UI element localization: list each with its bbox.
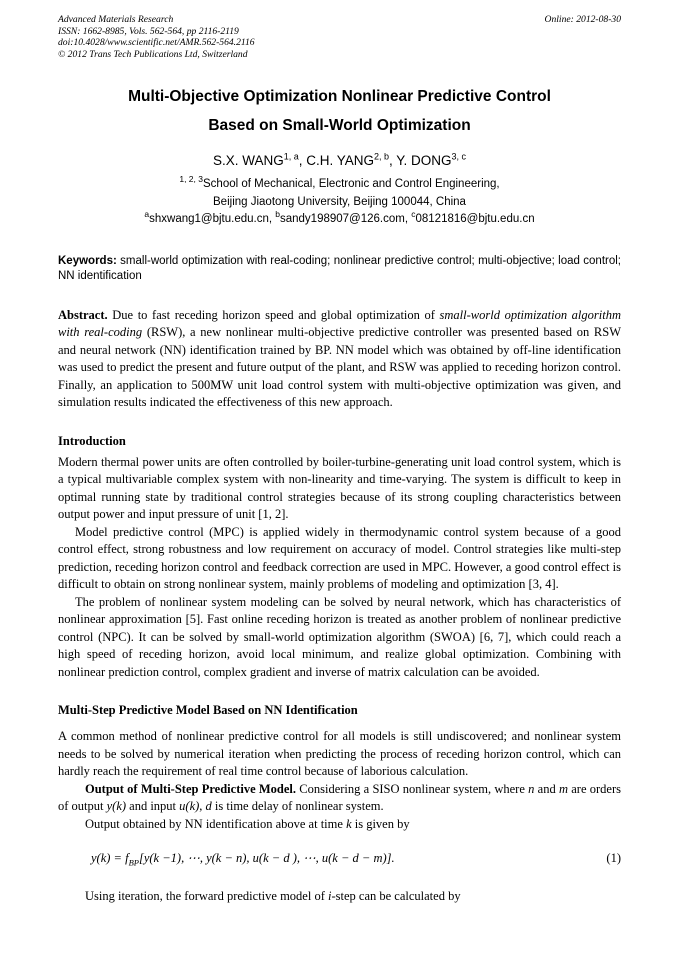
equation-1 [58,850,621,872]
multistep-paragraph-1: A common method of nonlinear predictive control for all models is still undiscovered; and nonlinear system needs to be solved by numerical iteration when predicting the process of receding horizon control, which can hardly reach the requirement of real time control because of laborious calculation. [58,729,621,779]
publication-info [58,14,255,60]
multistep-paragraph-3: Output obtained by NN identification above at time k is given by [85,816,410,831]
paper-title-line-2: Based on Small-World Optimization [208,117,471,135]
authors-line: S.X. WANG$^{1, a}$, C.H. YANG$^{2, b}$, Y. DONG$^{3, c}$ [212,151,467,169]
equation-number: (1) [606,851,621,866]
issn-line: ISSN: 1662-8985, Vols. 562-564, pp 2116-2119 [58,25,239,37]
doi-line: doi:10.4028/www.scientific.net/AMR.562-564.2116 [58,37,255,49]
intro-paragraph-2: Model predictive control (MPC) is applied widely in thermodynamic control system because of a good control effect, strong robustness and low requirement on accuracy of model. Control strategies like multi-step prediction, receding horizon control and feedback correction are used in MPC. However, a good control effect is difficult to obtain on strong nonlinear system, mainly problems of modeling and optimization [3, 4]. [58,524,621,592]
publication-header [58,14,621,60]
multistep-paragraph-2: Output of Multi-Step Predictive Model. Considering a SISO nonlinear system, where n and m are orders of output y(k) and input u(k), d is time delay of nonlinear system. [58,781,622,814]
author-emails: $^a$shxwang1@bjtu.edu.cn, $^b$sandy198907@126.com, $^c$08121816@bjtu.edu.cn [144,209,535,226]
equation-rhs: [y(k −1), ⋯, y(k − n), u(k − d ), ⋯, u(k − d − m)]. [138,851,395,866]
abstract-block: Abstract. Due to fast receding horizon speed and global optimization of small-world optimization algorithm with real-coding (RSW), a new nonlinear multi-objective predictive controller was presented based on RSW and neural network (NN) identification trained by BP. NN model which was obtained by off-line identification was used to predict the present and future output of the plant, and RSW was applied to receding horizon control. Finally, an application to 500MW unit load control system with multi-objective optimization was given, and simulation results indicated the effectiveness of this new approach. [58,307,622,410]
affiliation-line-1: $^{1, 2, 3}$School of Mechanical, Electronic and Control Engineering, [179,174,500,191]
journal-name: Advanced Materials Research [58,14,174,25]
copyright-line: © 2012 Trans Tech Publications Ltd, Switzerland [58,48,248,60]
section-heading-multistep-model: Multi-Step Predictive Model Based on NN Identification [58,703,358,718]
affiliation-line-2: Beijing Jiaotong University, Beijing 100044, China [213,195,466,208]
online-date: Online: 2012-08-30 [544,14,621,25]
paper-title-line-1: Multi-Objective Optimization Nonlinear Predictive Control [128,88,551,106]
intro-paragraph-1: Modern thermal power units are often controlled by boiler-turbine-generating unit load control system, which is a typical multivariable complex system with non-linearity and time-varying. The system is difficult to keep in optimal running state by traditional control strategies because of its strong coupling characteristics between output power and input pressure of unit [1, 2]. [58,454,621,522]
equation-subscript: BP [128,857,139,868]
keywords-block: Keywords: small-world optimization with real-coding; nonlinear predictive control; multi-objective; load control; NN identification [58,254,621,283]
paper-title [58,82,621,140]
equation-lhs: y(k) = f [91,851,129,866]
multistep-paragraph-4: Using iteration, the forward predictive model of i-step can be calculated by [85,888,461,903]
intro-paragraph-3: The problem of nonlinear system modeling can be solved by neural network, which has characteristics of nonlinear approximation [5]. Fast online receding horizon is treated as another problem of nonlinear predictive control (NPC). It can be solved by small-world optimization algorithm (SWOA) [6, 7], which could reach a high speed of receding horizon, avoid local minimum, and realize global optimization. Combining with nonlinear prediction control, complex gradient and inverse of matrix calculation can be avoided. [58,594,621,679]
equation-expression [91,850,395,872]
section-heading-introduction: Introduction [58,433,126,448]
